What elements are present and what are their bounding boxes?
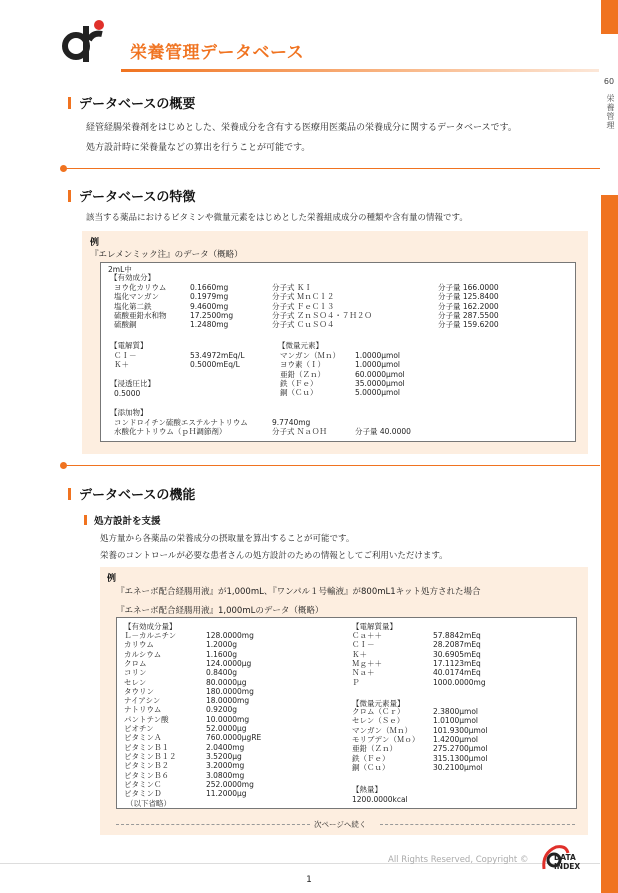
additive-row-cell: 分子量 40.0000 <box>355 427 411 437</box>
electrolyte-row-cell: ＣＩ－ <box>114 351 137 360</box>
active-row-cell: 分子式 ＫＩ <box>272 283 312 292</box>
right-head-energy: 【熱量】 <box>352 785 382 794</box>
nutrient-row-cell: 52.0000μg <box>206 724 247 733</box>
nutrient-row-cell: ナイアシン <box>124 696 161 706</box>
trace-row-cell: マンガン（Ｍｎ） <box>280 351 340 360</box>
trace-row-cell: 銅（Ｃｕ） <box>352 762 390 772</box>
active-head: 【有効成分】 <box>110 273 155 282</box>
nutrient-row-cell: カリウム <box>124 640 154 650</box>
trace-row-cell: 1.0100μmol <box>433 716 478 726</box>
electrolyte-row-cell: 0.5000mEq/L <box>190 360 240 370</box>
nutrient-row-cell: セレン <box>124 677 147 687</box>
trace-row-cell: マンガン（Ｍｎ） <box>352 725 412 735</box>
active-row-cell: 硫酸銅 <box>114 320 137 330</box>
example-data-box <box>116 617 577 809</box>
additive-row-cell: 水酸化ナトリウム（ｐＨ調節剤） <box>114 427 227 437</box>
function-text-2: 栄養のコントロールが必要な患者さんの処方設計のための情報としてご利用いただけます。 <box>100 551 448 561</box>
nutrient-row-cell: Ｌ－カルニチン <box>124 631 177 640</box>
electrolyte-row-cell: Ｐ <box>352 677 360 687</box>
omitted-note: （以下省略） <box>126 799 171 808</box>
features-text: 該当する薬品におけるビタミンや微量元素をはじめとした栄養組成成分の種類や含有量の情報です。 <box>86 213 468 223</box>
elec-head: 【電解質】 <box>110 341 148 350</box>
nutrient-row-cell: 0.9200g <box>206 705 238 715</box>
divider <box>64 465 600 466</box>
subheading-prescription: 処方設計を支援 <box>84 513 161 527</box>
nutrient-row-cell: 10.0000mg <box>206 714 250 724</box>
active-row-cell: 分子量 159.6200 <box>438 320 499 330</box>
active-row-cell: 分子式 ＭｎＣｌ２ <box>272 292 335 302</box>
trace-head: 【微量元素】 <box>278 341 323 350</box>
example-label: 例 <box>90 238 100 248</box>
nutrient-row-cell: パントテン酸 <box>124 714 169 724</box>
data-index-logo <box>540 843 600 875</box>
right-head-trace: 【微量元素量】 <box>352 699 405 708</box>
nutrient-row-cell: ナトリウム <box>124 705 162 715</box>
side-category: 栄養管理 <box>606 94 615 130</box>
nutrient-row-cell: 128.0000mg <box>206 631 254 640</box>
trace-row-cell: 1.0000μmol <box>355 351 400 360</box>
side-page-number: 60 <box>603 77 615 86</box>
nutrient-row-cell: 760.0000μgRE <box>206 733 262 743</box>
electrolyte-row-cell: Ｋ＋ <box>114 360 129 370</box>
active-row-cell: 分子式 ＺｎＳＯ４・７Ｈ２Ｏ <box>272 310 372 320</box>
nutrient-row-cell: ビタミンＢ１ <box>124 742 169 752</box>
side-tab-main <box>601 195 618 893</box>
active-row-cell: 分子量 166.0000 <box>438 283 499 292</box>
osm-head: 【浸透圧比】 <box>110 379 155 388</box>
nutrient-row-cell: ビオチン <box>124 724 154 733</box>
additive-head: 【添加物】 <box>110 408 148 417</box>
trace-row-cell: 1.0000μmol <box>355 360 400 370</box>
title-underline <box>121 69 599 72</box>
nutrient-row-cell: ビタミンＤ <box>124 789 162 799</box>
active-row-cell: 17.2500mg <box>190 310 234 320</box>
nutrient-row-cell: 3.2000mg <box>206 761 245 771</box>
trace-row-cell: 鉄（Ｆｅ） <box>352 753 390 763</box>
trace-row-cell: 鉄（Ｆｅ） <box>280 378 318 388</box>
next-page-note: 次ページへ続く <box>314 820 367 829</box>
trace-row-cell: 101.9300μmol <box>433 725 488 735</box>
trace-row-cell: 2.3800μmol <box>433 707 478 716</box>
nutrient-row-cell: ビタミンＢ６ <box>124 770 169 780</box>
overview-text-2: 処方設計時に栄養量などの算出を行うことが可能です。 <box>86 143 311 153</box>
active-row-cell: ヨウ化カリウム <box>114 283 167 292</box>
example-caption: 『エネーボ配合経腸用液』1,000mLのデータ（概略） <box>116 606 324 616</box>
trace-row-cell: 5.0000μmol <box>355 388 400 398</box>
additive-row-cell: コンドロイチン硫酸エステルナトリウム <box>114 418 248 427</box>
trace-row-cell: 35.0000μmol <box>355 378 405 388</box>
trace-row-cell: 亜鉛（Ｚｎ） <box>352 744 397 754</box>
electrolyte-row-cell: ＣＩ－ <box>352 640 375 650</box>
trace-row-cell: 275.2700μmol <box>433 744 488 754</box>
unit-label: 2mL中 <box>108 265 132 274</box>
active-row-cell: 分子式 ＦｅＣｌ３ <box>272 301 335 311</box>
section-heading-overview: データベースの概要 <box>68 93 195 112</box>
brand-text: DATA INDEX <box>554 853 581 871</box>
example-caption: 『エレメンミック注』のデータ（概略） <box>90 250 243 260</box>
active-row-cell: 0.1979mg <box>190 292 229 302</box>
electrolyte-row-cell: 17.1123mEq <box>433 658 481 668</box>
nutrient-row-cell: 252.0000mg <box>206 779 254 789</box>
electrolyte-row-cell: 53.4972mEq/L <box>190 351 245 360</box>
electrolyte-row-cell: 28.2087mEq <box>433 640 481 650</box>
osm-value: 0.5000 <box>114 389 141 398</box>
nutrient-row-cell: 80.0000μg <box>206 677 247 687</box>
active-row-cell: 9.4600mg <box>190 301 229 311</box>
active-row-cell: 1.2480mg <box>190 320 229 330</box>
trace-row-cell: モリブデン（Ｍｏ） <box>352 734 420 744</box>
active-row-cell: 硫酸亜鉛水和物 <box>114 310 167 320</box>
example-line: 『エネーボ配合経腸用液』が1,000mL、『ワンパル１号輸液』が800mL1キット処方された場合 <box>116 587 481 597</box>
electrolyte-row-cell: 30.6905mEq <box>433 649 481 659</box>
copyright-text: All Rights Reserved, Copyright © <box>388 855 529 865</box>
section-heading-features: データベースの特徴 <box>68 186 195 205</box>
additive-row-cell: 分子式 ＮａＯＨ <box>272 427 327 437</box>
nutrient-row-cell: 124.0000μg <box>206 658 252 668</box>
nutrient-row-cell: ビタミンＣ <box>124 779 162 789</box>
nutrient-row-cell: カルシウム <box>124 649 162 659</box>
trace-row-cell: クロム（Ｃｒ） <box>352 707 405 716</box>
trace-row-cell: 30.2100μmol <box>433 762 483 772</box>
right-head-elec: 【電解質量】 <box>352 622 397 631</box>
nutrient-row-cell: 180.0000mg <box>206 686 254 696</box>
active-row-cell: 分子量 125.8400 <box>438 292 499 302</box>
nutrient-row-cell: ビタミンＢ２ <box>124 761 169 771</box>
active-row-cell: 塩化第二鉄 <box>114 301 152 311</box>
active-row-cell: 分子式 ＣｕＳＯ４ <box>272 320 335 330</box>
trace-row-cell: 315.1300μmol <box>433 753 488 763</box>
active-row-cell: 0.1660mg <box>190 283 229 292</box>
trace-row-cell: 60.0000μmol <box>355 369 405 379</box>
energy-value: 1200.0000kcal <box>352 795 408 804</box>
side-tab-top <box>601 0 618 34</box>
nutrient-row-cell: 3.5200μg <box>206 751 242 761</box>
nutrient-row-cell: 1.1600g <box>206 649 238 659</box>
company-logo-icon <box>62 18 108 66</box>
page-title: 栄養管理データベース <box>130 43 305 63</box>
nutrient-row-cell: コリン <box>124 668 147 678</box>
trace-row-cell: 1.4200μmol <box>433 734 478 744</box>
trace-row-cell: 亜鉛（Ｚｎ） <box>280 369 325 379</box>
nutrient-row-cell: 11.2000μg <box>206 789 247 799</box>
dashed-line-left <box>116 824 310 825</box>
page-number: 1 <box>306 875 312 885</box>
divider <box>64 168 600 169</box>
function-text-1: 処方量から各薬品の栄養成分の摂取量を算出することが可能です。 <box>100 534 355 544</box>
nutrient-row-cell: 0.8400g <box>206 668 238 678</box>
nutrient-row-cell: ビタミンＢ１２ <box>124 751 177 761</box>
additive-row-cell: 9.7740mg <box>272 418 311 427</box>
electrolyte-row-cell: 1000.0000mg <box>433 677 486 687</box>
section-heading-functions: データベースの機能 <box>68 484 195 503</box>
nutrient-row-cell: 18.0000mg <box>206 696 250 706</box>
electrolyte-row-cell: Ｍｇ＋＋ <box>352 658 382 668</box>
electrolyte-row-cell: 57.8842mEq <box>433 631 481 640</box>
nutrient-row-cell: タウリン <box>124 686 154 696</box>
trace-row-cell: ヨウ素（Ｉ） <box>280 360 325 370</box>
example-label: 例 <box>107 574 117 584</box>
dashed-line-right <box>380 824 575 825</box>
active-row-cell: 分子量 287.5500 <box>438 310 499 320</box>
nutrient-row-cell: クロム <box>124 658 147 668</box>
electrolyte-row-cell: 40.0174mEq <box>433 668 481 678</box>
nutrient-row-cell: ビタミンＡ <box>124 733 162 743</box>
electrolyte-row-cell: Ｃａ＋＋ <box>352 631 382 640</box>
nutrient-row-cell: 1.2000g <box>206 640 238 650</box>
active-row-cell: 塩化マンガン <box>114 292 159 302</box>
trace-row-cell: 銅（Ｃｕ） <box>280 388 318 398</box>
nutrient-row-cell: 3.0800mg <box>206 770 245 780</box>
trace-row-cell: セレン（Ｓｅ） <box>352 716 405 726</box>
overview-text-1: 経管経腸栄養剤をはじめとした、栄養成分を含有する医療用医薬品の栄養成分に関するデータベースです。 <box>86 123 517 133</box>
left-head: 【有効成分量】 <box>124 622 177 631</box>
active-row-cell: 分子量 162.2000 <box>438 301 499 311</box>
electrolyte-row-cell: Ｎａ＋ <box>352 668 375 678</box>
electrolyte-row-cell: Ｋ＋ <box>352 649 367 659</box>
nutrient-row-cell: 2.0400mg <box>206 742 245 752</box>
